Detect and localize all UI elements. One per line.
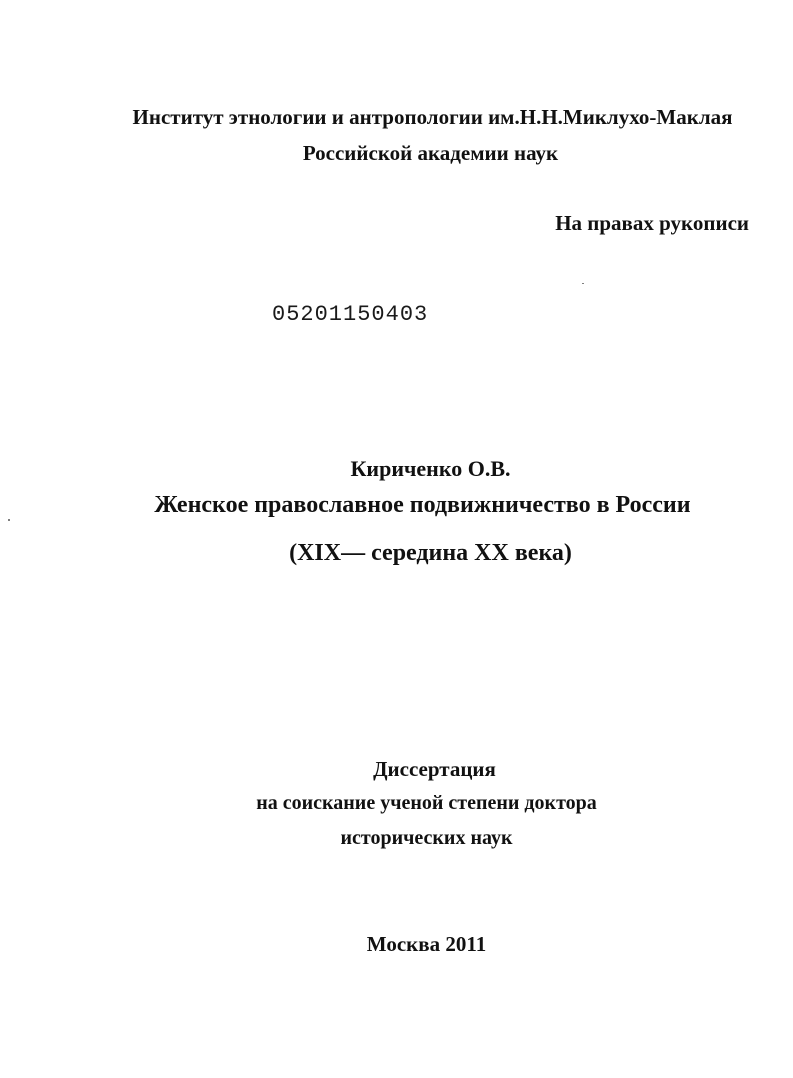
field-line: исторических наук: [340, 827, 513, 849]
dissertation-period: (XIX— середина XX века): [289, 540, 572, 566]
degree-line: на соискание ученой степени доктора: [256, 792, 597, 814]
document-type: Диссертация: [373, 757, 496, 781]
scan-speck: [582, 283, 584, 284]
institute-name: Институт этнологии и антропологии им.Н.Н.Миклухо-Маклая: [132, 105, 733, 129]
author-name: Кириченко О.В.: [350, 456, 511, 481]
dissertation-title: Женское православное подвижничество в России: [154, 492, 691, 518]
scan-speck: [8, 519, 10, 521]
city-year: Москва 2011: [366, 932, 487, 956]
library-code: 05201150403: [272, 302, 429, 327]
academy-name: Российской академии наук: [302, 141, 559, 165]
rights-notice: На правах рукописи: [555, 211, 749, 235]
